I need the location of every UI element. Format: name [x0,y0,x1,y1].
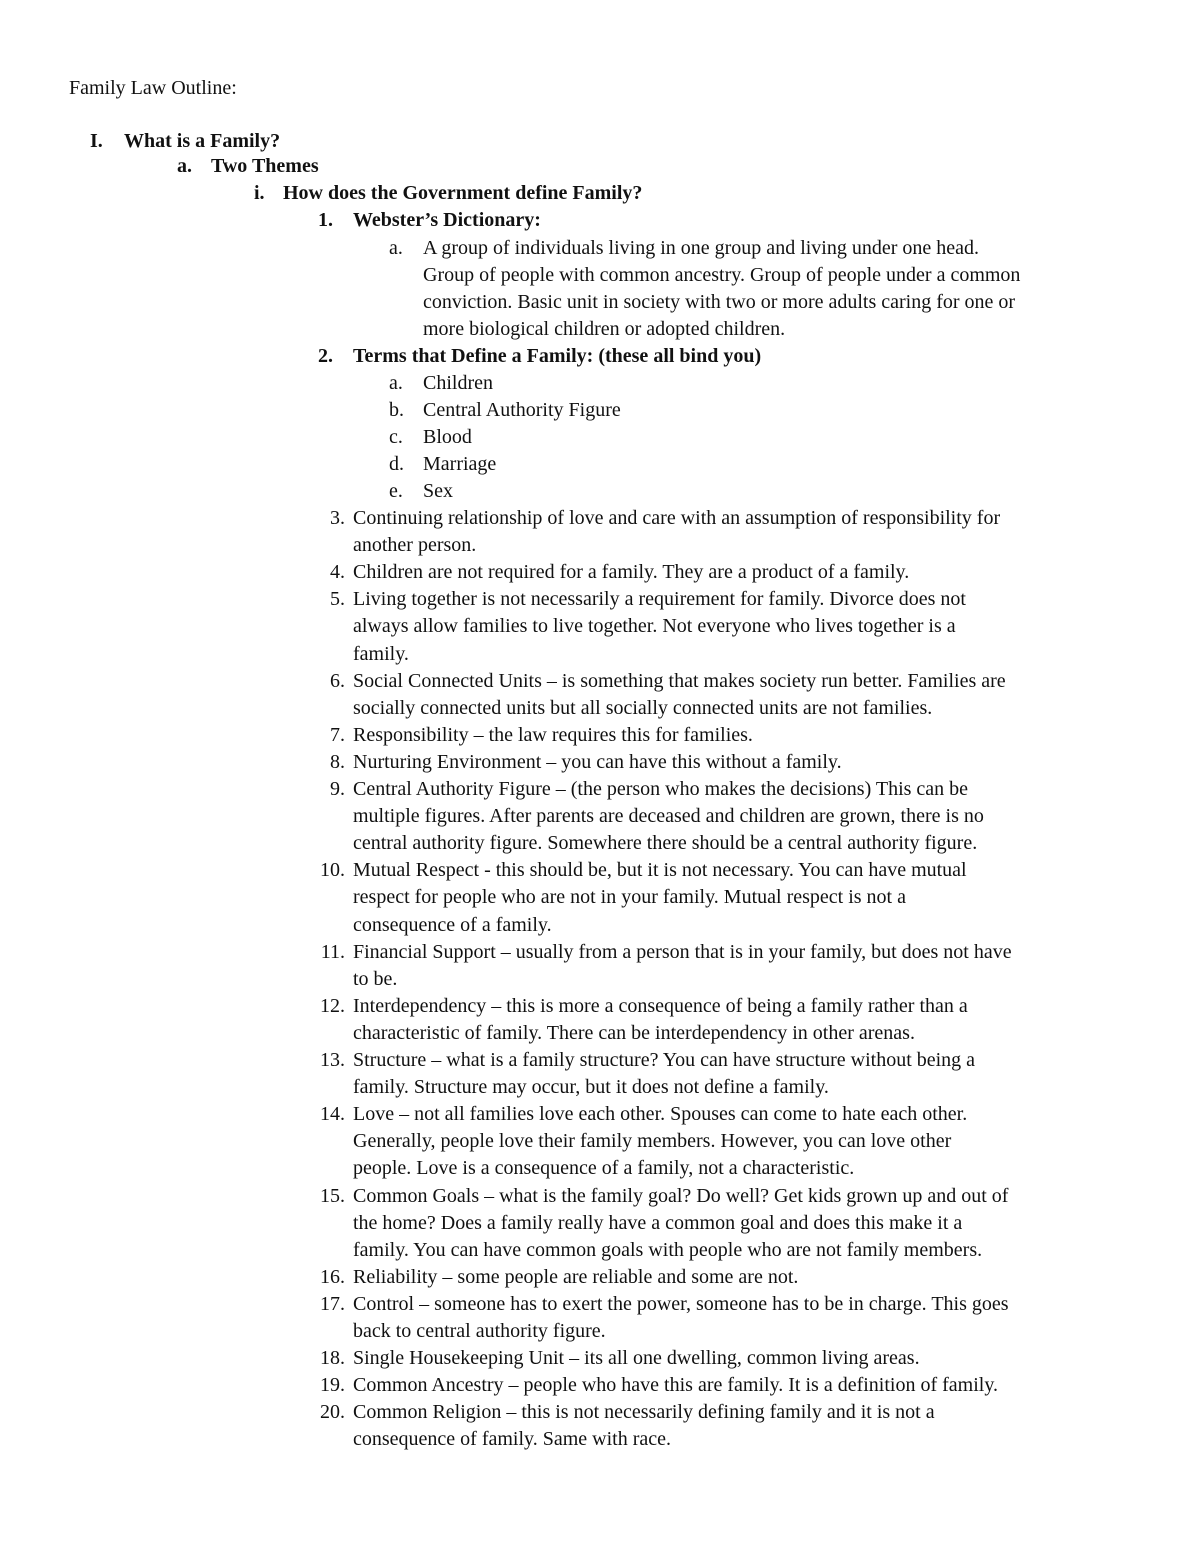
term-text: Marriage [423,453,497,475]
term-text: Blood [423,426,472,448]
webster-definition-line: A group of individuals living in one group and living under one head. [423,237,980,259]
webster-heading: Webster’s Dictionary: [353,209,541,231]
point-number: 19. [320,1374,345,1397]
point-number: 13. [320,1049,345,1071]
point-text-line: central authority figure. Somewhere there should be a central authority figure. [353,832,978,855]
point-text-line: Common Goals – what is the family goal? Do well? Get kids grown up and out of [353,1184,1009,1207]
point-number: 7. [330,723,345,746]
webster-marker: 1. [318,209,333,231]
point-text-line: Continuing relationship of love and care with an assumption of responsibility for [353,507,1001,529]
point-text-line: Common Ancestry – people who have this are family. It is a definition of family. [353,1374,999,1397]
term-text: Sex [423,480,453,502]
point-text-line: the home? Does a family really have a common goal and does this make it a [353,1211,963,1234]
point-number: 15. [320,1184,345,1207]
point-number: 3. [330,507,345,529]
point-text-line: Common Religion – this is not necessarily defining family and it is not a [353,1401,935,1424]
point-text-line: another person. [353,534,477,557]
point-number: 12. [320,994,345,1017]
point-number: 4. [330,561,345,584]
point-text-line: back to central authority figure. [353,1320,606,1342]
point-number: 16. [320,1265,345,1288]
point-text-line: multiple figures. After parents are deceased and children are grown, there is no [353,805,984,828]
term-marker: c. [389,426,403,448]
point-number: 18. [320,1347,345,1370]
point-text-line: consequence of family. Same with race. [353,1428,672,1451]
term-text: Children [423,372,493,394]
point-text-line: Responsibility – the law requires this for families. [353,723,753,746]
outline-level1-heading: What is a Family? [124,130,281,152]
point-text-line: Mutual Respect - this should be, but it is not necessary. You can have mutual [353,859,967,882]
point-text-line: to be. [353,967,398,990]
point-text-line: Nurturing Environment – you can have this without a family. [353,750,842,773]
point-text-line: Love – not all families love each other. Spouses can come to hate each other. [353,1103,968,1126]
document-title: Family Law Outline: [69,77,237,99]
term-text: Central Authority Figure [423,399,621,421]
point-text-line: Single Housekeeping Unit – its all one dwelling, common living areas. [353,1347,920,1370]
term-marker: d. [389,453,404,475]
webster-definition-line: Group of people with common ancestry. Group of people under a common [423,264,1021,286]
point-number: 5. [330,588,345,611]
term-marker: e. [389,480,403,502]
point-text-line: family. You can have common goals with people who are not family members. [353,1238,983,1261]
point-number: 11. [320,940,345,963]
point-number: 10. [320,859,345,882]
outline-level2-heading: Two Themes [211,155,319,177]
point-text-line: Central Authority Figure – (the person who makes the decisions) This can be [353,778,969,800]
terms-marker: 2. [318,345,333,367]
term-marker: a. [389,372,403,394]
point-number: 14. [320,1103,345,1126]
point-text-line: always allow families to live together. Not everyone who lives together is a [353,615,956,638]
point-text-line: Reliability – some people are reliable and some are not. [353,1265,799,1288]
point-text-line: Living together is not necessarily a requirement for family. Divorce does not [353,588,966,611]
point-text-line: respect for people who are not in your family. Mutual respect is not a [353,886,906,909]
point-text-line: Social Connected Units – is something that makes society run better. Families are [353,669,1006,692]
point-text-line: Control – someone has to exert the power, someone has to be in charge. This goes [353,1292,1009,1315]
point-text-line: Structure – what is a family structure? You can have structure without being a [353,1049,976,1071]
outline-level3-heading: How does the Government define Family? [283,182,643,204]
point-text-line: family. Structure may occur, but it does not define a family. [353,1076,829,1099]
point-text-line: Generally, people love their family members. However, you can love other [353,1130,952,1153]
outline-level2-marker: a. [177,155,192,177]
point-text-line: characteristic of family. There can be interdependency in other arenas. [353,1021,915,1044]
point-number: 8. [330,750,345,773]
terms-heading: Terms that Define a Family: (these all bind you) [353,345,762,367]
point-text-line: socially connected units but all socially connected units are not families. [353,696,933,719]
point-number: 6. [330,669,345,692]
point-text-line: Interdependency – this is more a consequence of being a family rather than a [353,994,968,1017]
point-text-line: family. [353,642,409,665]
point-number: 20. [320,1401,345,1424]
point-text-line: Children are not required for a family. They are a product of a family. [353,561,910,584]
point-number: 17. [320,1292,345,1315]
point-number: 9. [330,778,345,800]
term-marker: b. [389,399,404,421]
point-text-line: people. Love is a consequence of a family, not a characteristic. [353,1157,855,1180]
webster-definition-line: conviction. Basic unit in society with two or more adults caring for one or [423,291,1016,313]
point-text-line: consequence of a family. [353,913,552,936]
outline-level1-marker: I. [90,130,103,152]
webster-definition-line: more biological children or adopted children. [423,318,786,340]
point-text-line: Financial Support – usually from a person that is in your family, but does not have [353,940,1012,963]
outline-level3-marker: i. [254,182,265,204]
webster-sub-marker: a. [389,237,403,259]
